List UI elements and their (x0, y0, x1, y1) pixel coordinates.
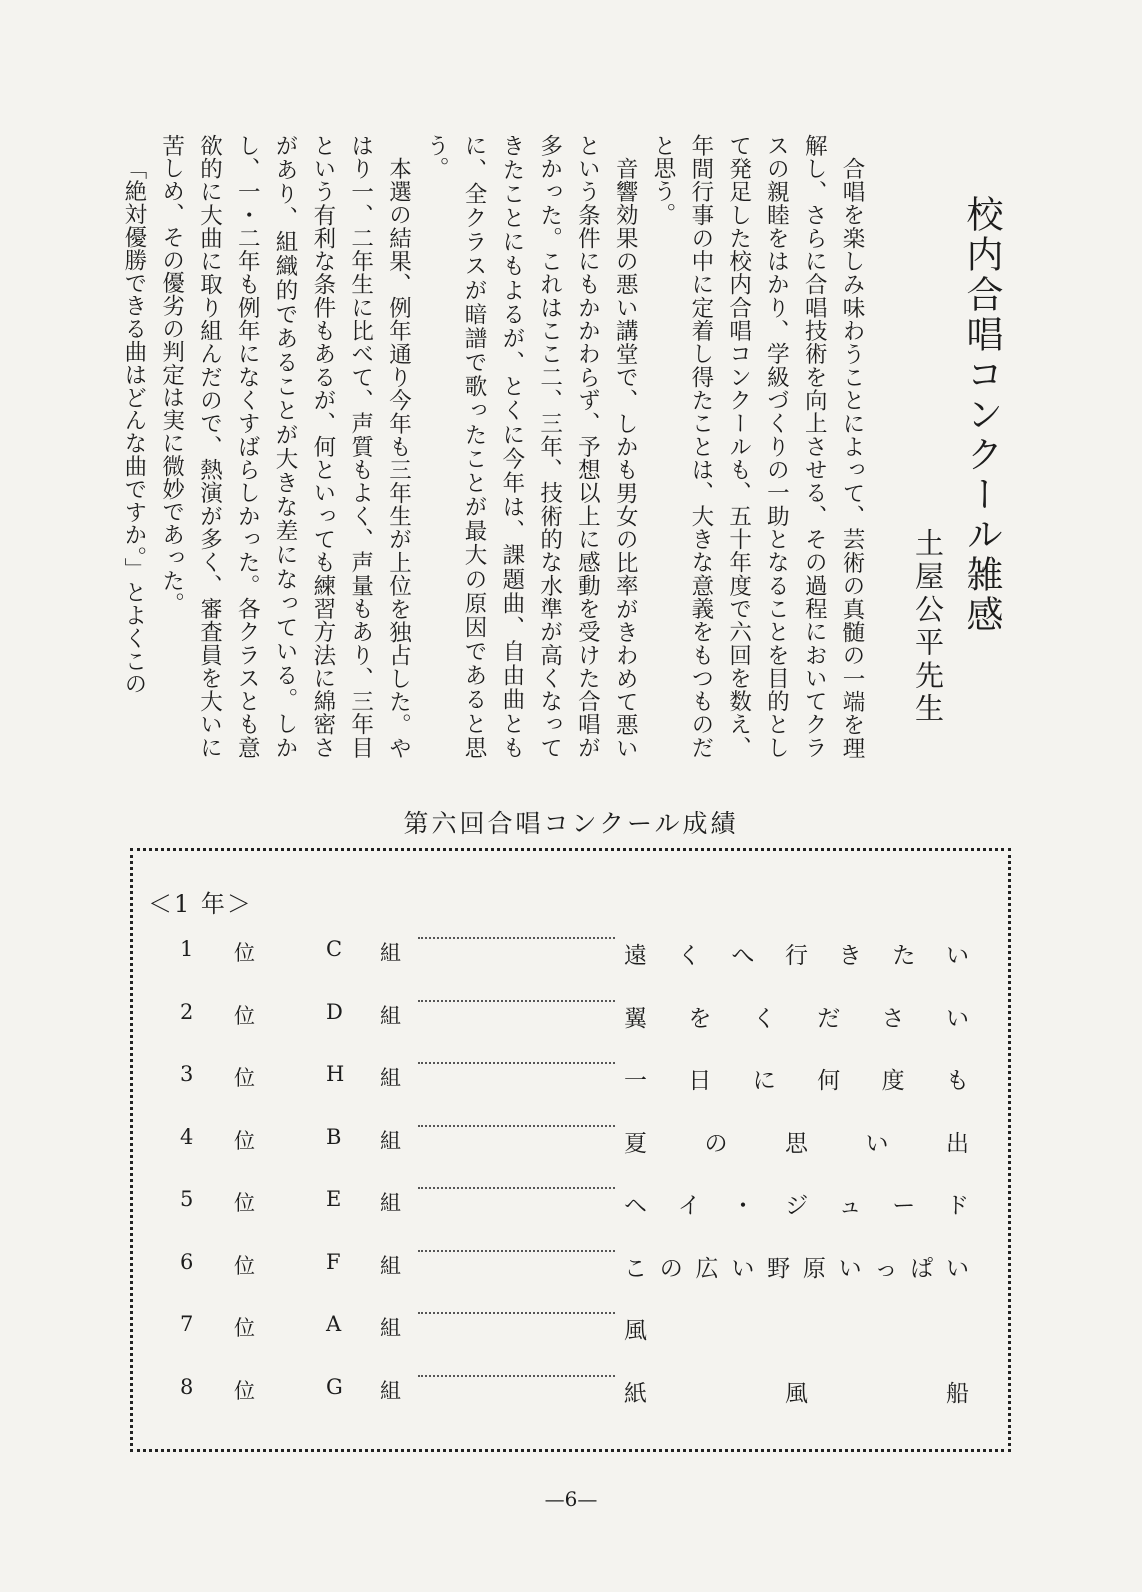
leader-dots (418, 1250, 615, 1252)
leader-dots (418, 1312, 615, 1314)
class-suffix: 組 (380, 1316, 401, 1340)
page-number: —6— (544, 1487, 598, 1511)
leader-dots (418, 1125, 615, 1127)
essay-author: 土屋公平先生 (911, 528, 945, 726)
rank-number: 7 (180, 1312, 194, 1336)
class-suffix: 組 (380, 1191, 401, 1215)
result-row (0, 1125, 1142, 1165)
leader-dots (418, 1375, 615, 1377)
song-title: 翼をください (624, 1005, 969, 1032)
leader-dots (418, 1187, 615, 1189)
song-title: 夏の思い出 (624, 1130, 969, 1157)
rank-suffix: 位 (234, 1191, 255, 1215)
result-row (0, 1250, 1142, 1290)
rank-suffix: 位 (234, 1066, 255, 1090)
rank-suffix: 位 (234, 1128, 255, 1153)
class-letter: F (326, 1249, 341, 1274)
result-row (0, 1000, 1142, 1040)
rank-number: 3 (180, 1062, 194, 1086)
grade-label: ＜1 年＞ (148, 890, 253, 918)
song-title: 遠くへ行きたい (624, 943, 969, 969)
class-letter: C (326, 937, 343, 961)
class-letter: E (326, 1187, 342, 1211)
class-letter: D (326, 999, 343, 1024)
class-suffix: 組 (380, 1253, 401, 1278)
essay-body (120, 134, 870, 759)
class-suffix: 組 (380, 1128, 401, 1153)
class-letter: A (326, 1312, 342, 1336)
leader-dots (418, 937, 615, 939)
rank-number: 6 (180, 1249, 194, 1274)
rank-number: 2 (180, 999, 194, 1024)
essay-title: 校内合唱コンクール雑感 (960, 195, 1003, 635)
rank-number: 5 (180, 1187, 194, 1211)
song-title: この広い野原いっぱい (624, 1255, 969, 1282)
class-letter: B (326, 1124, 342, 1149)
rank-suffix: 位 (234, 941, 255, 965)
result-row (0, 1312, 1142, 1352)
rank-number: 4 (180, 1124, 194, 1149)
result-row (0, 1375, 1142, 1415)
essay-paragraph: 合唱を楽しみ味わうことによって、芸術の真髄の一端を理解し、さらに合唱技術を向上させる、その過程においてクラスの親睦をはかり、学級づくりの一助となることを目的として発足した校内合唱コンクールも、五十年度で六回を数え、年間行事の中に定着し得たことは、大きな意義をもつものだと思う。 (650, 134, 865, 759)
class-letter: G (326, 1374, 343, 1399)
song-title: 風 (624, 1318, 647, 1344)
result-row (0, 1187, 1142, 1227)
result-row (0, 1062, 1142, 1102)
rank-number: 1 (180, 937, 194, 961)
rank-number: 8 (180, 1374, 194, 1399)
class-suffix: 組 (380, 1066, 401, 1090)
song-title: 紙風船 (624, 1380, 969, 1407)
song-title: ヘイ・ジュード (624, 1193, 969, 1219)
leader-dots (418, 1062, 615, 1064)
class-suffix: 組 (380, 941, 401, 965)
essay-paragraph: 「絶対優勝できる曲はどんな曲ですか。」とよくこの (120, 156, 147, 695)
rank-suffix: 位 (234, 1253, 255, 1278)
essay-paragraph: 音響効果の悪い講堂で、しかも男女の比率がきわめて悪いという条件にもかかわらず、予想以上に感動を受けた合唱が多かった。これはここ二、三年、技術的な水準が高くなってきたことにもよるが、とくに今年は、課題曲、自由曲ともに、全クラスが暗譜で歌ったことが最大の原因であると思う。 (423, 134, 639, 759)
class-suffix: 組 (380, 1003, 401, 1028)
essay-paragraph: 本選の結果、例年通り今年も三年生が上位を独占した。やはり一、二年生に比べて、声質もよく、声量もあり、三年目という有利な条件もあるが、何といっても練習方法に綿密さがあり、組織的であることが大きな差になっている。しかし、一・二年も例年になくすばらしかった。各クラスとも意欲的に大曲に取り組んだので、熱演が多く、審査員を大いに苦しめ、その優劣の判定は実に微妙であった。 (158, 134, 412, 759)
rank-suffix: 位 (234, 1003, 255, 1028)
song-title: 一日に何度も (624, 1068, 969, 1094)
class-letter: H (326, 1062, 345, 1086)
class-suffix: 組 (380, 1378, 401, 1403)
result-row (0, 937, 1142, 977)
rank-suffix: 位 (234, 1316, 255, 1340)
rank-suffix: 位 (234, 1378, 255, 1403)
results-title: 第六回合唱コンクール成績 (403, 809, 739, 838)
leader-dots (418, 1000, 615, 1002)
